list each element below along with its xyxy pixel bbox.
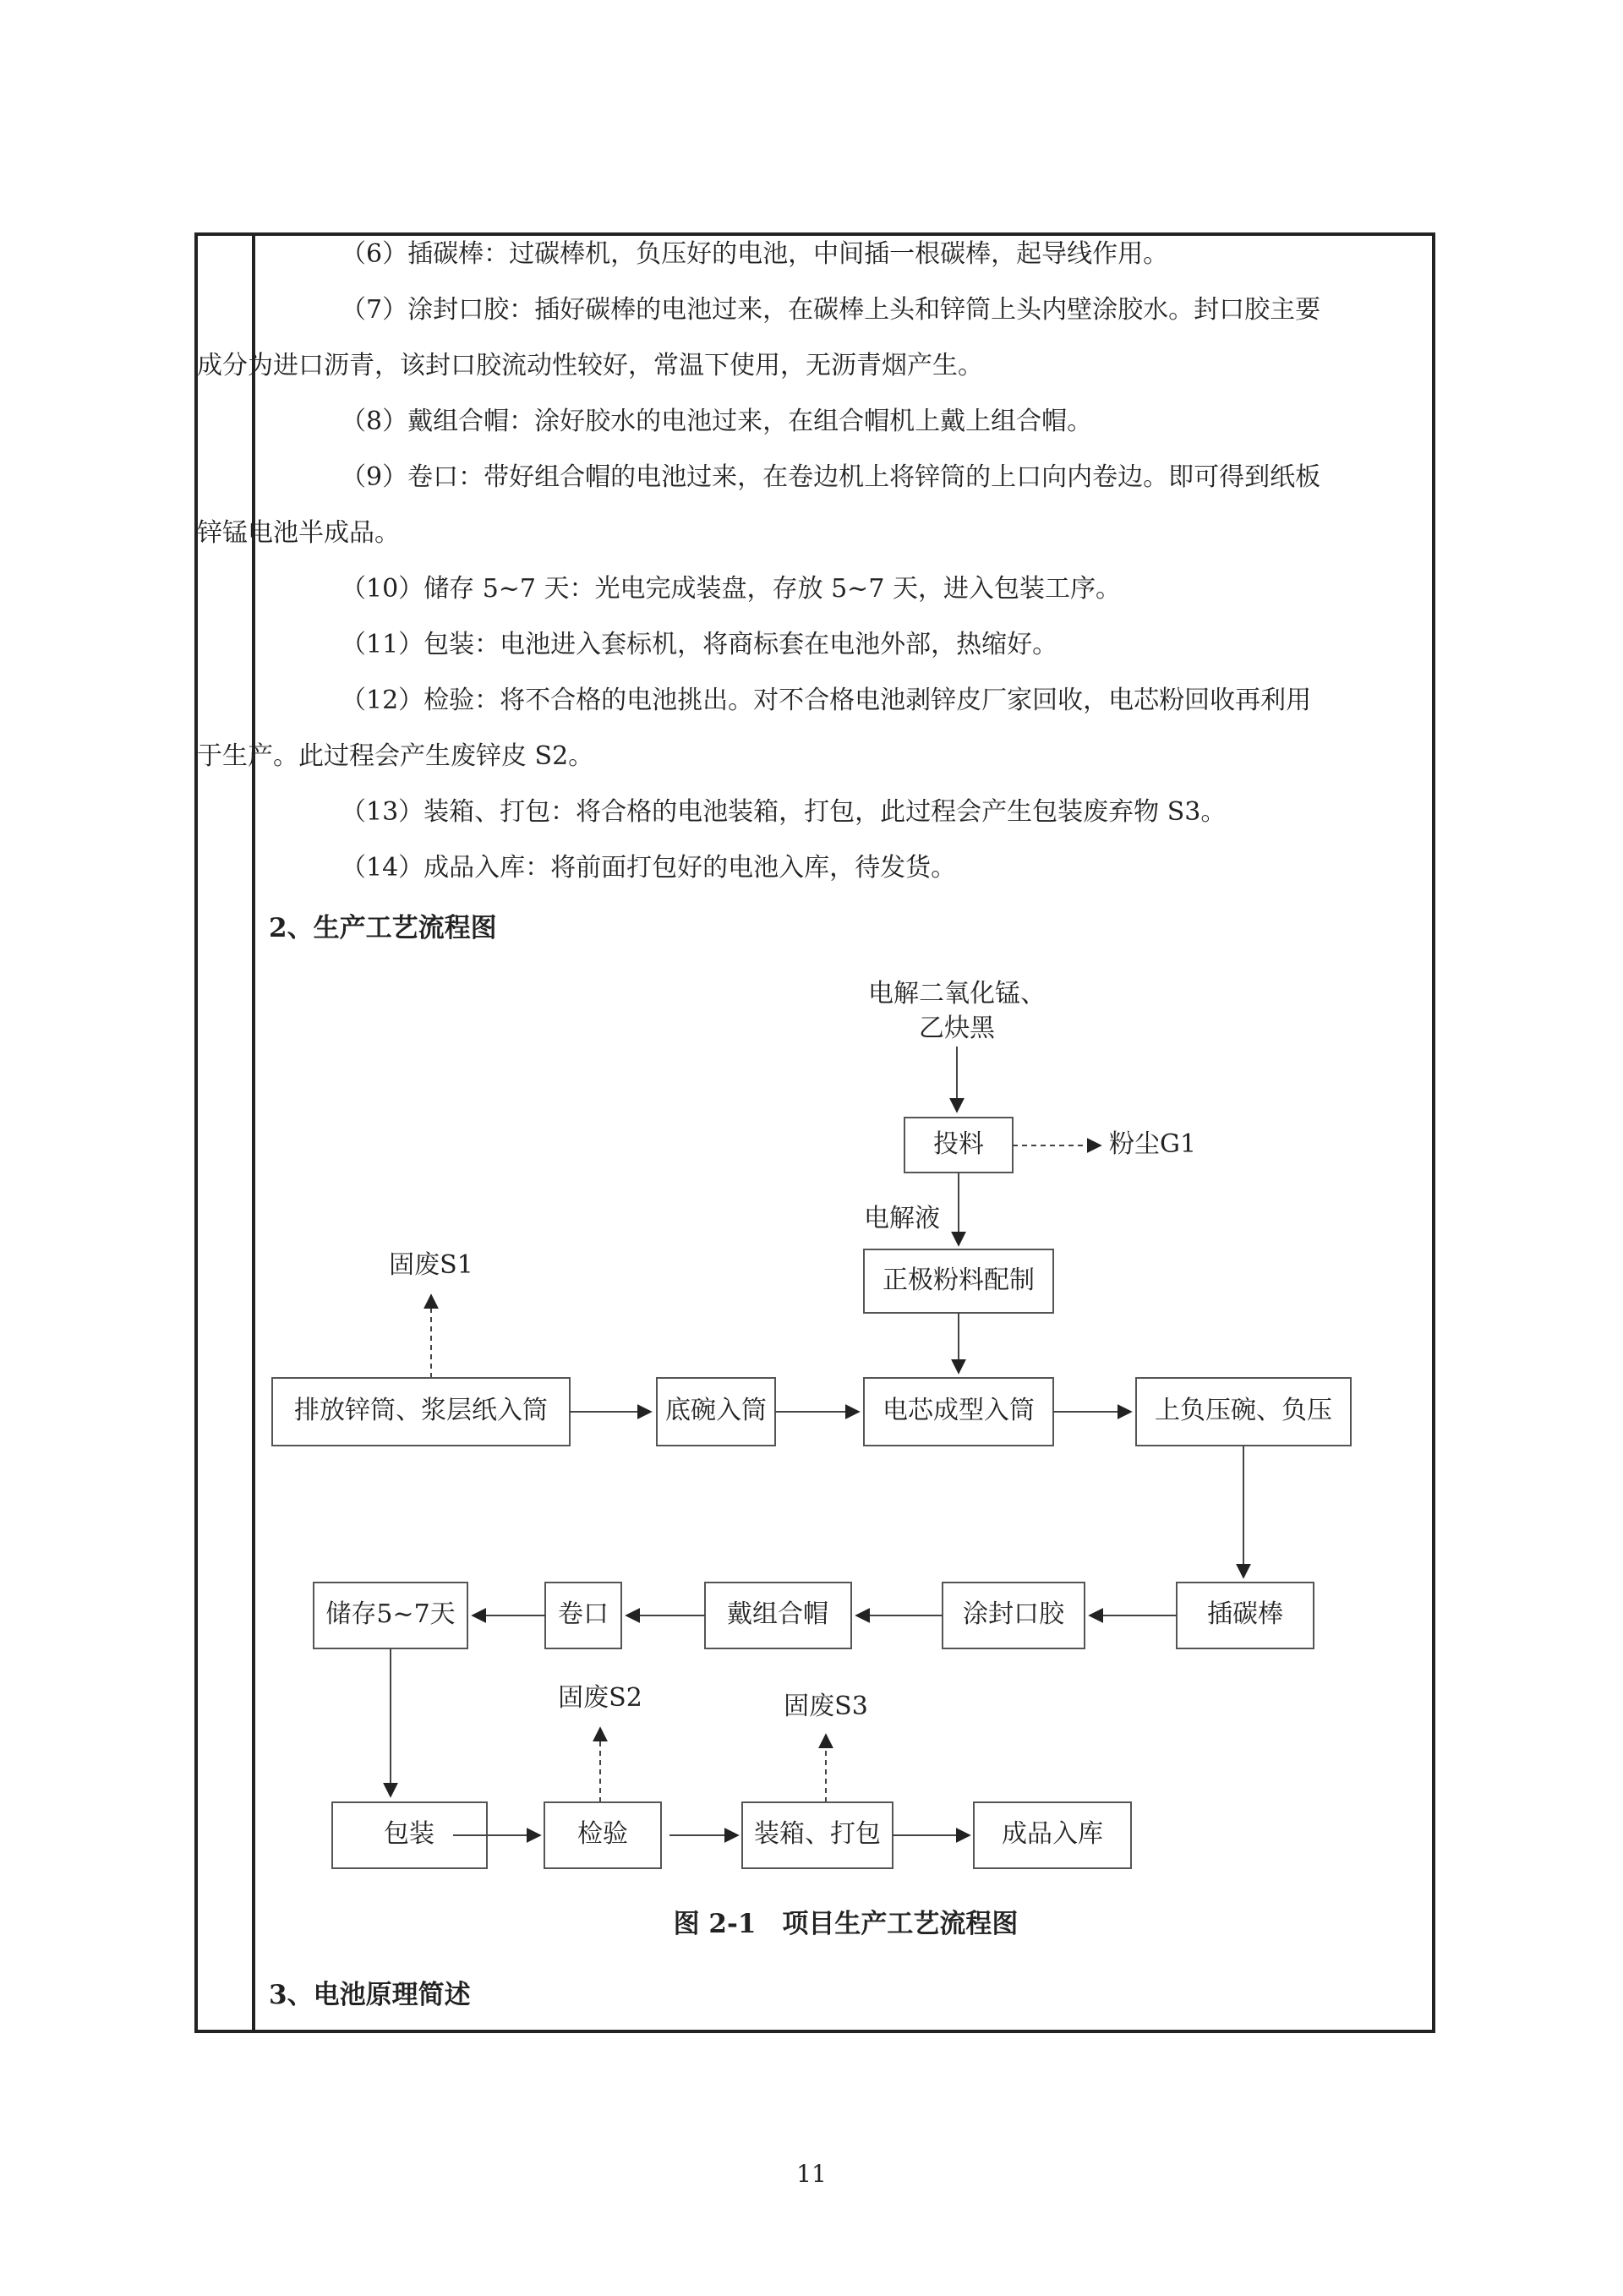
box-combo-cap-label: 戴组合帽 xyxy=(727,1599,828,1629)
box-insert-carbon-label: 插碳棒 xyxy=(1207,1599,1283,1629)
waste-s2-label: 固废S2 xyxy=(558,1683,642,1713)
paragraph-line: （9）卷口：带好组合帽的电池过来，在卷边机上将锌筒的上口向内卷边。即可得到纸板 xyxy=(341,462,1321,492)
paragraph-line: 锌锰电池半成品。 xyxy=(197,518,400,548)
box-store-label: 储存5~7天 xyxy=(325,1599,456,1629)
paragraph-line: （12）检验：将不合格的电池挑出。对不合格电池剥锌皮厂家回收，电芯粉回收再利用 xyxy=(341,686,1312,715)
paragraph-line: （11）包装：电池进入套标机，将商标套在电池外部，热缩好。 xyxy=(341,630,1058,659)
box-zinc-tube-label: 排放锌筒、浆层纸入筒 xyxy=(294,1396,548,1425)
paragraph-line: 成分为进口沥青，该封口胶流动性较好，常温下使用，无沥青烟产生。 xyxy=(197,351,983,380)
section-heading-3: 3、电池原理简述 xyxy=(269,1980,471,2010)
box-core-forming-label: 电芯成型入筒 xyxy=(883,1396,1035,1425)
paragraph-9 xyxy=(197,450,1423,561)
paragraph-7 xyxy=(197,282,1423,394)
paragraph-13 xyxy=(269,784,1423,840)
section-heading-2: 2、生产工艺流程图 xyxy=(269,913,497,943)
paragraph-12 xyxy=(197,673,1423,784)
paragraph-line: （10）储存 5~7 天：光电完成装盘，存放 5~7 天，进入包装工序。 xyxy=(341,574,1121,604)
paragraph-line: （7）涂封口胶：插好碳棒的电池过来，在碳棒上头和锌筒上头内壁涂胶水。封口胶主要 xyxy=(341,295,1321,325)
paragraph-14 xyxy=(269,840,1423,896)
paragraph-11 xyxy=(269,617,1423,673)
box-packaging-label: 包装 xyxy=(384,1819,434,1849)
input-materials-line2: 乙炔黑 xyxy=(919,1014,995,1043)
box-warehouse-label: 成品入库 xyxy=(1002,1819,1103,1849)
input-materials-line1: 电解二氧化锰、 xyxy=(868,979,1046,1009)
electrolyte-label: 电解液 xyxy=(864,1204,940,1233)
figure-caption: 图 2-1 项目生产工艺流程图 xyxy=(673,1909,1019,1939)
box-boxing-label: 装箱、打包 xyxy=(754,1819,881,1849)
box-inspection-label: 检验 xyxy=(577,1819,628,1849)
box-curl-label: 卷口 xyxy=(558,1599,609,1629)
paragraph-line: （13）装箱、打包：将合格的电池装箱，打包，此过程会产生包装废弃物 S3。 xyxy=(341,797,1227,827)
box-feed-label: 投料 xyxy=(933,1129,984,1159)
paragraph-line: （6）插碳棒：过碳棒机，负压好的电池，中间插一根碳棒，起导线作用。 xyxy=(341,239,1169,269)
page-number: 11 xyxy=(796,2160,827,2188)
box-cathode-prep-label: 正极粉料配制 xyxy=(883,1266,1035,1295)
box-seal-glue-label: 涂封口胶 xyxy=(963,1599,1064,1629)
paragraph-line: （14）成品入库：将前面打包好的电池入库，待发货。 xyxy=(341,853,957,883)
paragraph-line: （8）戴组合帽：涂好胶水的电池过来，在组合帽机上戴上组合帽。 xyxy=(341,407,1093,436)
paragraph-8 xyxy=(269,394,1423,450)
waste-s1-label: 固废S1 xyxy=(389,1250,473,1280)
box-bottom-bowl-label: 底碗入筒 xyxy=(665,1396,767,1425)
waste-s3-label: 固废S3 xyxy=(784,1692,868,1721)
process-flowchart xyxy=(255,964,1432,1927)
box-negative-pressure-label: 上负压碗、负压 xyxy=(1155,1396,1332,1425)
dust-g1-label: 粉尘G1 xyxy=(1109,1129,1197,1159)
paragraph-10 xyxy=(269,561,1423,617)
paragraph-line: 于生产。此过程会产生废锌皮 S2。 xyxy=(197,741,594,771)
paragraph-6 xyxy=(269,227,1423,282)
